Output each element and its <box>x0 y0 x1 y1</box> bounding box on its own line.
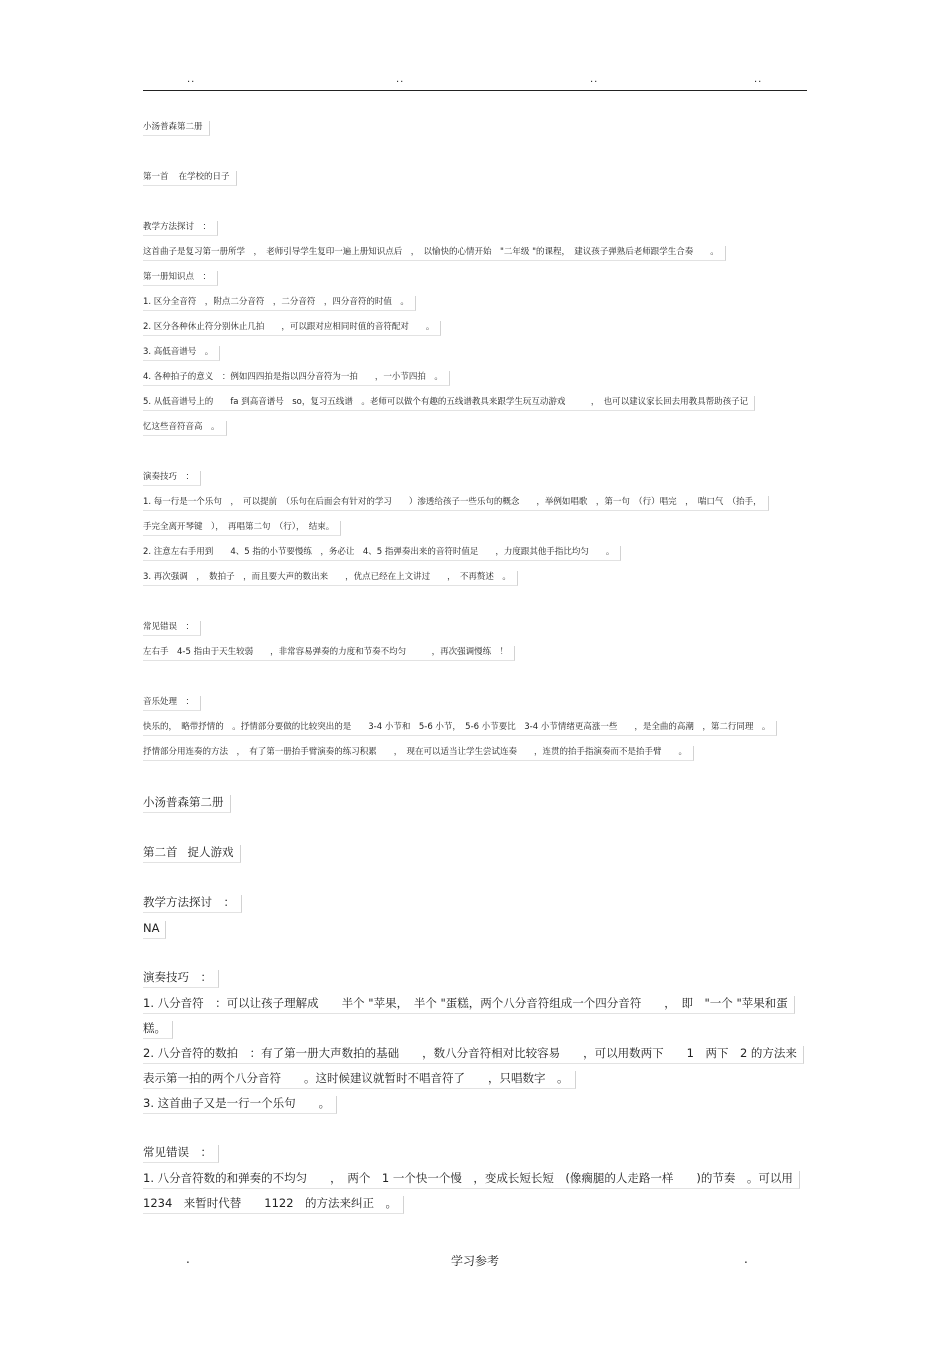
music-item: 快乐的， 略带抒情的 。抒情部分要做的比较突出的是 3-4 小节和 5-6 小节， 5-6 小节要比 3-4 小节情绪更高涨一些 ，是全曲的高潮 ，第二行同理 。 <box>143 721 777 736</box>
knowledge-heading: 第一册知识点 ： <box>143 271 218 286</box>
technique-item: 3. 再次强调 ， 数拍子 ，而且要大声的数出来 ，优点已经在上文讲过 ， 不再赘述 。 <box>143 571 518 586</box>
teaching-value: NA <box>143 921 166 939</box>
music-heading: 音乐处理 ： <box>143 696 201 711</box>
music-item: 抒情部分用连奏的方法 ， 有了第一册抬手臂演奏的练习积累 ， 现在可以适当让学生尝试连奏 ，连贯的抬手指演奏而不是抬手臂 。 <box>143 746 694 761</box>
footer-right-mark: . <box>744 1252 748 1266</box>
technique-item: 手完全离开琴键 ）， 再唱第二句 （行）， 结束。 <box>143 521 341 536</box>
technique-item: 2. 八分音符的数拍 ：有了第一册大声数拍的基础 ，数八分音符相对比较容易 ，可以用数两下 1 两下 2 的方法来 <box>143 1046 804 1064</box>
knowledge-item: 5. 从低音谱号上的 fa 到高音谱号 so，复习五线谱 。老师可以做个有趣的五线谱教具来跟学生玩互动游戏 ， 也可以建议家长回去用教具帮助孩子记 <box>143 396 755 411</box>
page-header <box>143 74 807 91</box>
header-mark: .. <box>754 74 763 85</box>
mistakes-item: 1. 八分音符数的和弹奏的不均匀 ， 两个 1 一个快一个慢 ，变成长短长短 (像瘸腿的人走路一样 )的节奏 。可以用 <box>143 1171 800 1189</box>
knowledge-item: 4. 各种拍子的意义 ：例如四四拍是指以四分音符为一拍 ，一小节四拍 。 <box>143 371 450 386</box>
header-mark: .. <box>590 74 599 85</box>
mistakes-item: 1234 来暂时代替 1122 的方法来纠正 。 <box>143 1196 404 1214</box>
teaching-heading: 教学方法探讨 ： <box>143 221 218 236</box>
teaching-heading: 教学方法探讨 ： <box>143 895 242 913</box>
technique-item: 1. 每一行是一个乐句 ， 可以提前 （乐句在后面会有针对的学习 ）渗透给孩子一些乐句的概念 ，举例如唱歌 ，第一句 （行）唱完 ， 喘口气 （抬手， <box>143 496 769 511</box>
knowledge-item: 1. 区分全音符 ，附点二分音符 ，二分音符 ，四分音符的时值 。 <box>143 296 416 311</box>
header-mark: .. <box>396 74 405 85</box>
book-title: 小汤普森第二册 <box>143 121 210 136</box>
footer-label: 学习参考 <box>451 1254 500 1268</box>
book-title: 小汤普森第二册 <box>143 795 231 813</box>
technique-item: 3. 这首曲子又是一行一个乐句 。 <box>143 1096 337 1114</box>
technique-item: 糕。 <box>143 1021 173 1039</box>
technique-heading: 演奏技巧 ： <box>143 471 201 486</box>
song-title: 第二首 捉人游戏 <box>143 845 241 863</box>
mistakes-heading: 常见错误 ： <box>143 621 201 636</box>
knowledge-item: 2. 区分各种休止符分别休止几拍 ，可以跟对应相同时值的音符配对 。 <box>143 321 441 336</box>
technique-item: 2. 注意左右手用到 4、5 指的小节要慢练 ，务必让 4、5 指弹奏出来的音符时值足 ，力度跟其他手指比均匀 。 <box>143 546 621 561</box>
technique-item: 1. 八分音符 ：可以让孩子理解成 半个 "苹果， 半个 "蛋糕，两个八分音符组成一个四分音符 ， 即 "一个 "苹果和蛋 <box>143 996 795 1014</box>
footer-left-mark: . <box>186 1252 190 1266</box>
knowledge-item: 3. 高低音谱号 。 <box>143 346 220 361</box>
technique-heading: 演奏技巧 ： <box>143 970 219 988</box>
header-mark: .. <box>187 74 196 85</box>
mistakes-heading: 常见错误 ： <box>143 1145 219 1163</box>
song-title: 第一首 在学校的日子 <box>143 171 237 186</box>
mistakes-item: 左右手 4-5 指由于天生较弱 ，非常容易弹奏的力度和节奏不均匀 ，再次强调慢练 ！ <box>143 646 515 661</box>
knowledge-item: 忆这些音符音高 。 <box>143 421 227 436</box>
technique-item: 表示第一拍的两个八分音符 。这时候建议就暂时不唱音符了 ，只唱数字 。 <box>143 1071 576 1089</box>
teaching-text: 这首曲子是复习第一册所学 ， 老师引导学生复印一遍上册知识点后 ， 以愉快的心情开始 "二年级 "的课程， 建议孩子弹熟后老师跟学生合奏 。 <box>143 246 726 261</box>
